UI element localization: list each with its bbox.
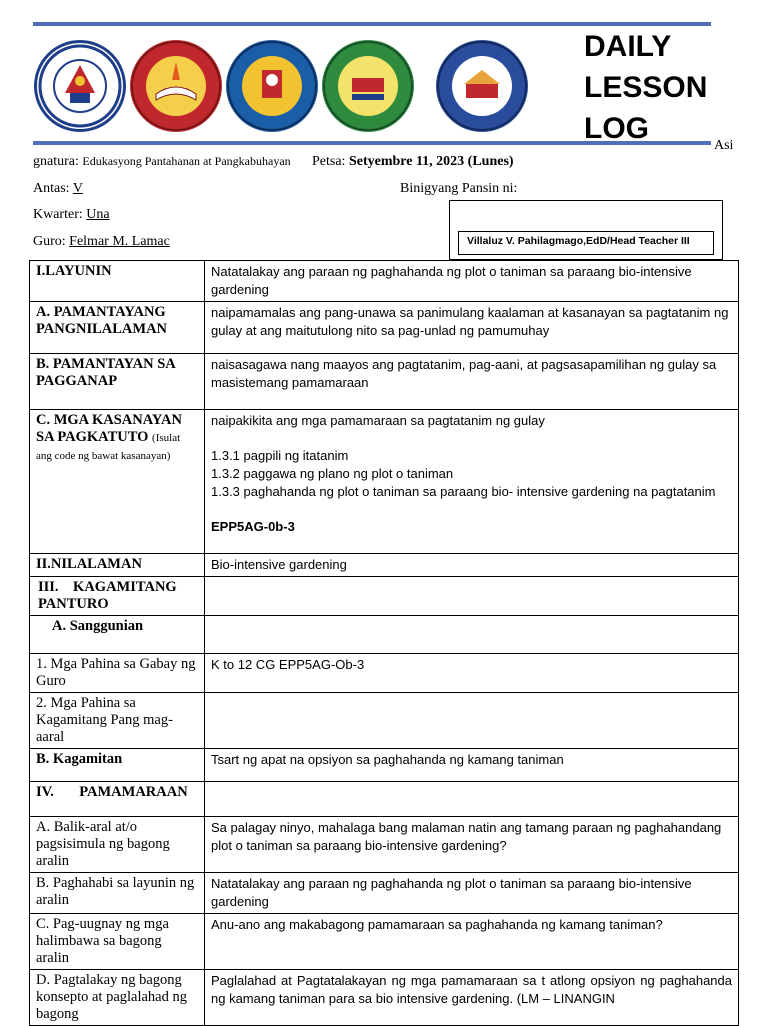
signatory-name: Villaluz V. Pahilagmago,EdD/Head Teacher III	[467, 235, 690, 247]
table-row	[30, 654, 739, 693]
division-logo	[226, 40, 318, 132]
kwarter-value: Una	[86, 207, 110, 222]
row-content	[205, 577, 739, 616]
asignatura-label: gnatura:	[33, 154, 79, 169]
table-row	[30, 782, 739, 817]
kwarter-label: Kwarter:	[33, 207, 83, 222]
title-line-2: LESSON	[584, 71, 708, 104]
table-row	[30, 817, 739, 873]
row-content: Tsart ng apat na opsiyon sa paghahanda ng kamang taniman	[205, 749, 739, 782]
table-row	[30, 749, 739, 782]
signatory-box	[458, 231, 714, 255]
school-logo	[436, 40, 528, 132]
title-line-3: LOG	[584, 112, 649, 145]
lesson-log-table	[29, 260, 739, 1026]
table-row	[30, 354, 739, 410]
row-content	[205, 782, 739, 817]
row-content	[205, 693, 739, 749]
kwarter-line	[33, 207, 110, 223]
row-content: naipamamalas ang pang-unawa sa panimulang kaalaman at kasanayan sa pagtatanim ng gulay at ang maitutulong nito sa pag-unlad ng pamumuhay	[205, 302, 739, 354]
table-row	[30, 914, 739, 970]
table-row	[30, 302, 739, 354]
row-label: A. Balik-aral at/o pagsisimula ng bagong aralin	[30, 817, 205, 873]
skill-item: 1.3.3 paghahanda ng plot o taniman sa paraang bio- intensive gardening na pagtatanim	[211, 484, 716, 499]
row-label	[30, 410, 205, 554]
pansin-label: Binigyang Pansin ni:	[400, 181, 518, 196]
row-content	[205, 616, 739, 654]
skill-item: 1.3.1 pagpili ng itatanim	[211, 448, 349, 463]
row-content: naisasagawa nang maayos ang pagtatanim, pag-aani, at pagsasapamilihan ng gulay sa masistemang pamamaraan	[205, 354, 739, 410]
district-logo	[322, 40, 414, 132]
row-content: Paglalahad at Pagtatalakayan ng mga pamamaraan sa t atlong opsiyon ng paghahanda ng kamang taniman para sa bio intensive gardening. (LM – LINANGIN	[205, 970, 739, 1026]
row-content: Natatalakay ang paraan ng paghahanda ng plot o taniman sa paraang bio-intensive gardening	[205, 873, 739, 914]
row-content: Natatalakay ang paraan ng paghahanda ng plot o taniman sa paraang bio-intensive gardening	[205, 261, 739, 302]
antas-label: Antas:	[33, 181, 70, 196]
table-row	[30, 970, 739, 1026]
skill-item: 1.3.2 paggawa ng plano ng plot o taniman	[211, 466, 454, 481]
row-label: IV. PAMAMARAAN	[30, 782, 205, 817]
guro-label: Guro:	[33, 234, 66, 249]
asignatura-value: Edukasyong Pantahanan at Pangkabuhayan	[82, 154, 291, 168]
row-label: 2. Mga Pahina sa Kagamitang Pang mag-aaral	[30, 693, 205, 749]
table-row	[30, 410, 739, 554]
table-row	[30, 693, 739, 749]
row-content: Anu-ano ang makabagong pamamaraan sa paghahanda ng kamang taniman?	[205, 914, 739, 970]
antas-line	[33, 181, 83, 197]
row-content: Sa palagay ninyo, mahalaga bang malaman natin ang tamang paraan ng paghahandang plot o taniman sa paraang bio-intensive gardening?	[205, 817, 739, 873]
petsa-line	[312, 154, 514, 170]
row-label: II.NILALAMAN	[30, 554, 205, 577]
row-label: 1. Mga Pahina sa Gabay ng Guro	[30, 654, 205, 693]
table-row	[30, 873, 739, 914]
petsa-label: Petsa:	[312, 154, 346, 169]
title-line-1: DAILY	[584, 30, 672, 63]
table-row	[30, 577, 739, 616]
row-label: B. PAMANTAYAN SA PAGGANAP	[30, 354, 205, 410]
skill-code: EPP5AG-0b-3	[211, 519, 295, 534]
document-title	[584, 26, 707, 149]
row-label-note: (Isulat ang code ng bawat kasanayan)	[36, 432, 181, 462]
table-row	[30, 554, 739, 577]
guro-line	[33, 234, 170, 250]
table-row	[30, 261, 739, 302]
row-label: A. Sanggunian	[30, 616, 205, 654]
row-label: A. PAMANTAYANG PANGNILALAMAN	[30, 302, 205, 354]
asignatura-line	[33, 154, 291, 170]
skills-intro: naipakikita ang mga pamamaraan sa pagtatanim ng gulay	[211, 413, 545, 428]
row-label: III. KAGAMITANG PANTURO	[30, 577, 205, 616]
row-label: B. Paghahabi sa layunin ng aralin	[30, 873, 205, 914]
guro-value: Felmar M. Lamac	[69, 234, 170, 249]
row-label: D. Pagtalakay ng bagong konsepto at paglalahad ng bagong	[30, 970, 205, 1026]
antas-value: V	[72, 181, 83, 196]
deped-region-logo	[130, 40, 222, 132]
row-label: I.LAYUNIN	[30, 261, 205, 302]
row-content: K to 12 CG EPP5AG-Ob-3	[205, 654, 739, 693]
row-label-text: C. MGA KASANAYAN SA PAGKATUTO	[36, 412, 182, 445]
row-content	[205, 410, 739, 554]
row-label: C. Pag-uugnay ng mga halimbawa sa bagong aralin	[30, 914, 205, 970]
row-label: B. Kagamitan	[30, 749, 205, 782]
corner-text: Asi	[714, 138, 734, 153]
table-row	[30, 616, 739, 654]
row-content: Bio-intensive gardening	[205, 554, 739, 577]
petsa-value: Setyembre 11, 2023 (Lunes)	[348, 154, 514, 169]
deped-seal-logo	[34, 40, 126, 132]
